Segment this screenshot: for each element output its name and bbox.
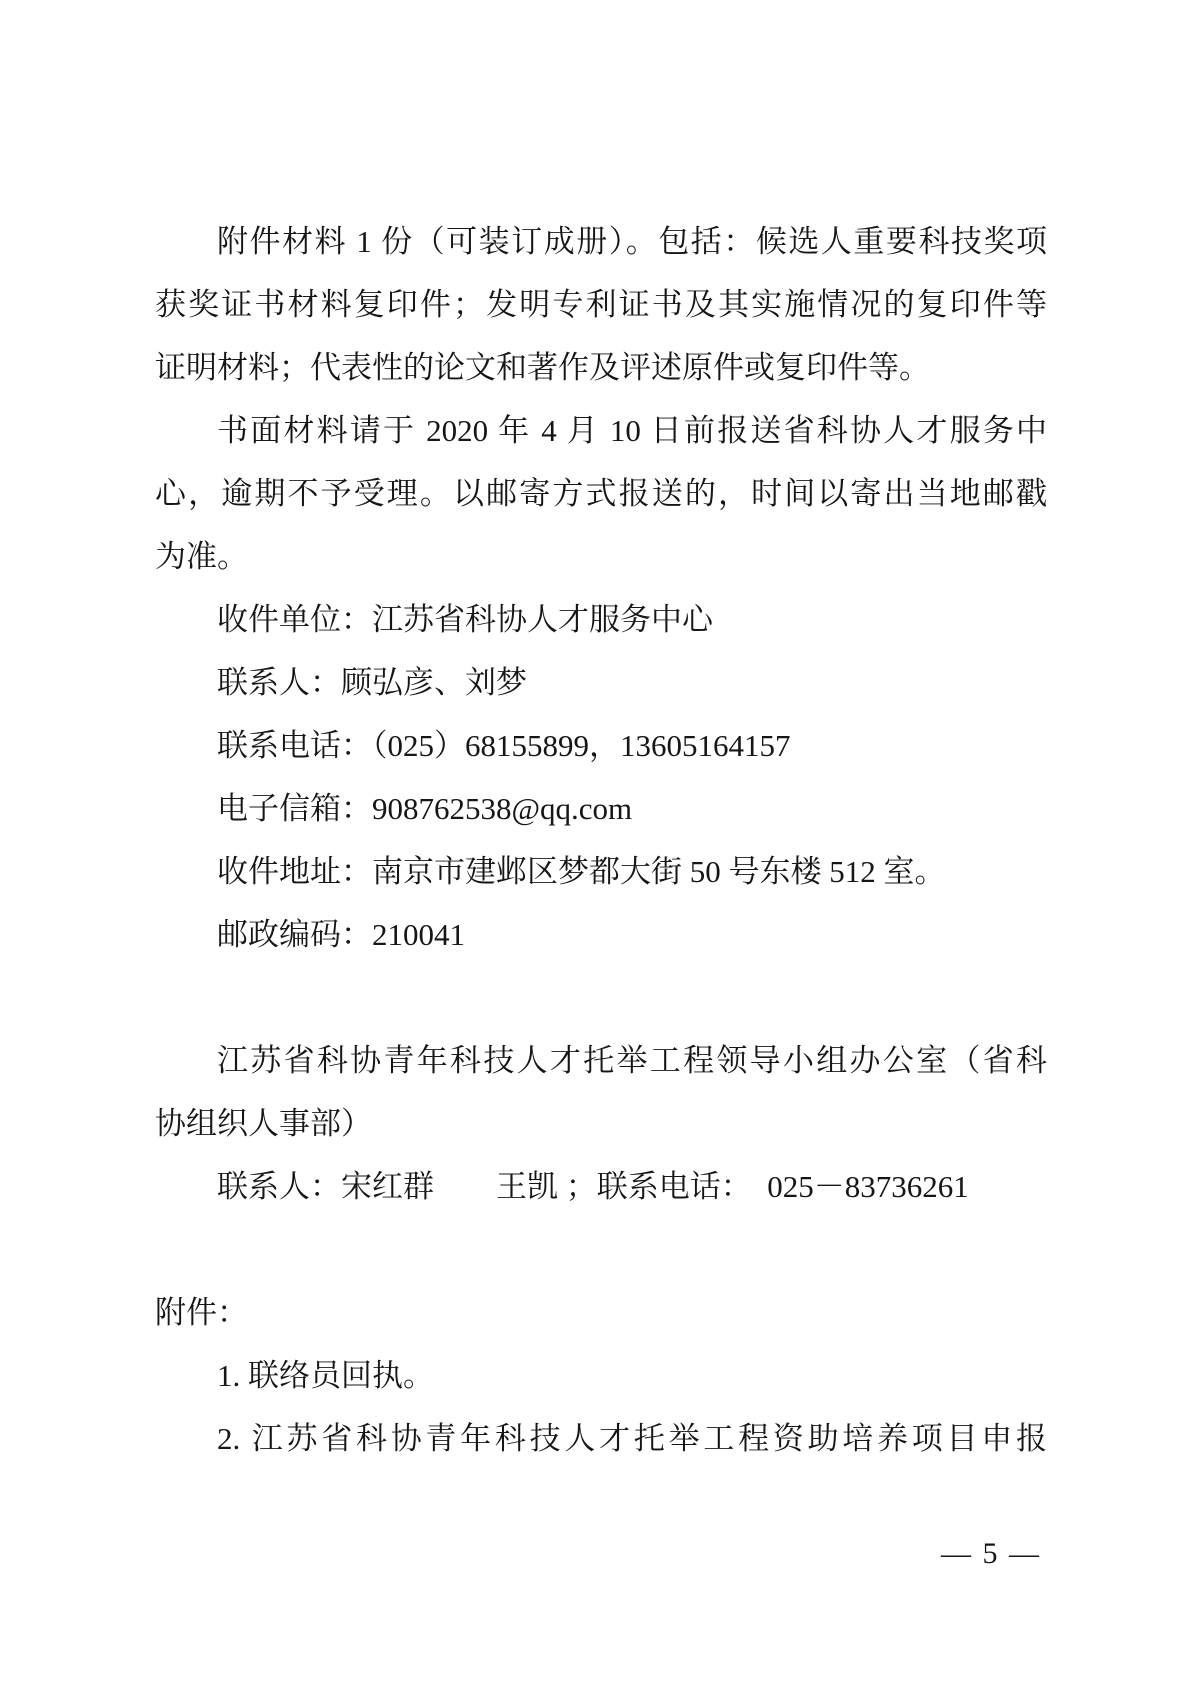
document-line: 联系人：顾弘彦、刘梦 [217, 665, 527, 700]
attachments-label: 附件： [155, 1295, 248, 1330]
document-line: 为准。 [155, 539, 248, 574]
document-body [155, 210, 1047, 1470]
attachment-item: 2. 江苏省科协青年科技人才托举工程资助培养项目申报 [217, 1421, 1047, 1456]
document-line: 心，逾期不予受理。以邮寄方式报送的，时间以寄出当地邮戳 [155, 476, 1047, 511]
document-line: 证明材料；代表性的论文和著作及评述原件或复印件等。 [155, 350, 930, 385]
document-line: 邮政编码：210041 [217, 917, 465, 952]
document-line: 协组织人事部） [155, 1106, 372, 1141]
document-line: 收件单位：江苏省科协人才服务中心 [217, 602, 713, 637]
attachment-item: 1. 联络员回执。 [217, 1358, 434, 1393]
document-line: 电子信箱：908762538@qq.com [217, 791, 633, 826]
blank-line [155, 1218, 1047, 1281]
page-number: — 5 — [941, 1537, 1041, 1570]
document-line: 书面材料请于 2020 年 4 月 10 日前报送省科协人才服务中 [217, 413, 1047, 448]
document-line: 联系电话：（025）68155899，13605164157 [217, 728, 791, 763]
document-line: 江苏省科协青年科技人才托举工程领导小组办公室（省科 [217, 1043, 1047, 1078]
document-line: 附件材料 1 份（可装订成册）。包括：候选人重要科技奖项 [217, 224, 1047, 259]
blank-line [155, 966, 1047, 1029]
document-line: 获奖证书材料复印件；发明专利证书及其实施情况的复印件等 [155, 287, 1047, 322]
document-line: 联系人：宋红群 王凯 ；联系电话： 025－83736261 [217, 1169, 969, 1204]
document-line: 收件地址：南京市建邺区梦都大街 50 号东楼 512 室。 [217, 854, 946, 889]
